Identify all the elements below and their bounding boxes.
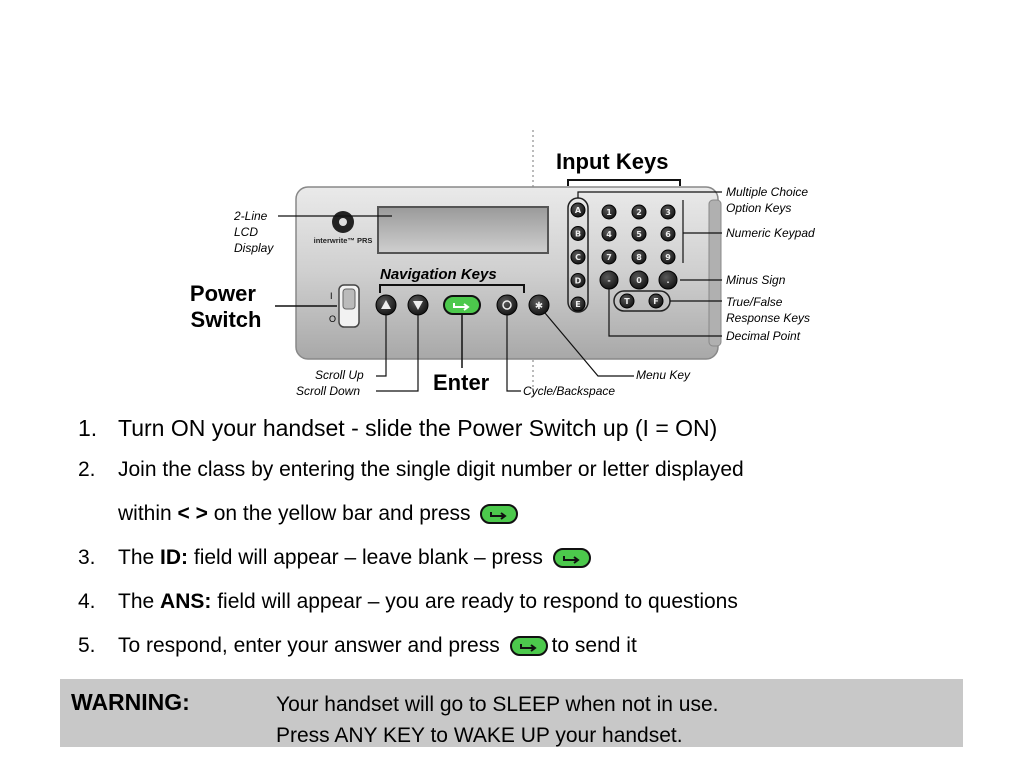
step-3-number: 3.: [78, 546, 96, 569]
enter-button-icon: [553, 548, 591, 568]
choice-key-c[interactable]: [571, 250, 585, 264]
multiple-choice-label: Multiple Choice Option Keys: [726, 185, 809, 215]
scroll-down-label: Scroll Down: [296, 384, 361, 398]
numeric-key-7[interactable]: [602, 250, 616, 264]
numeric-key-2[interactable]: [632, 205, 646, 219]
choice-key-d-label: D: [574, 276, 582, 286]
power-switch[interactable]: [339, 285, 359, 327]
decimal-key-label: .: [666, 276, 670, 285]
input-keys-title: Input Keys: [556, 149, 669, 174]
step-2-number: 2.: [78, 458, 96, 481]
lcd-display: [378, 207, 548, 253]
menu-key-label: Menu Key: [636, 368, 691, 382]
true-key-label: T: [624, 297, 630, 306]
switch-on-mark: I: [330, 291, 333, 301]
numeric-key-3[interactable]: [661, 205, 675, 219]
cycle-backspace-label: Cycle/Backspace: [523, 384, 616, 398]
choice-key-b-label: B: [574, 229, 582, 239]
numeric-key-6[interactable]: [661, 227, 675, 241]
numeric-key-2-label: 2: [636, 208, 642, 217]
step-2-bold: < >: [177, 502, 208, 525]
choice-key-e[interactable]: [571, 297, 585, 311]
step-1: [78, 408, 978, 448]
step-1-text: Turn ON your handset - slide the Power Switch up (I = ON): [118, 415, 718, 441]
false-key-label: F: [653, 297, 659, 306]
step-5-number: 5.: [78, 634, 96, 657]
numeric-key-6-label: 6: [665, 230, 671, 239]
choice-key-c-label: C: [575, 253, 581, 262]
step-4-number: 4.: [78, 590, 96, 613]
step-3-bold: ID:: [160, 546, 189, 569]
enter-button-icon: [510, 636, 548, 656]
scroll-down-key[interactable]: [408, 295, 428, 315]
step-2-pre: within: [118, 502, 178, 525]
choice-key-d[interactable]: [571, 274, 585, 288]
step-1-number: 1.: [78, 415, 98, 441]
minus-sign-label: Minus Sign: [726, 273, 786, 287]
step-2: [78, 448, 978, 536]
menu-key[interactable]: [529, 295, 549, 315]
warning-banner: [60, 679, 963, 747]
minus-key-label: -: [607, 276, 611, 285]
step-5-post: to send it: [551, 634, 637, 657]
warning-label: WARNING:: [71, 689, 190, 715]
numeric-key-1[interactable]: [602, 205, 616, 219]
numeric-key-1-label: 1: [606, 208, 612, 217]
step-3: [78, 536, 978, 580]
step-3-post: field will appear – leave blank – press: [188, 546, 543, 569]
step-2-post: on the yellow bar and press: [207, 502, 471, 525]
numeric-key-7-label: 7: [606, 253, 612, 262]
step-4-bold: ANS:: [160, 590, 212, 613]
choice-key-e-label: E: [575, 300, 581, 309]
enter-key[interactable]: [444, 296, 480, 314]
numeric-key-0[interactable]: [630, 271, 648, 289]
step-4-pre: The: [118, 590, 161, 613]
choice-key-a[interactable]: [571, 203, 585, 217]
scroll-up-label: Scroll Up: [315, 368, 364, 382]
numeric-key-8-label: 8: [636, 253, 642, 262]
instruction-steps: [78, 408, 978, 668]
scroll-up-key[interactable]: [376, 295, 396, 315]
step-5-pre: To respond, enter your answer and press: [118, 634, 500, 657]
lcd-label: 2-Line LCD Display: [234, 209, 274, 255]
power-label-line1: Power: [189, 281, 256, 306]
warning-line1: Your handset will go to SLEEP when not in use.: [276, 693, 719, 716]
enter-button-icon: [480, 504, 518, 524]
false-key[interactable]: [649, 294, 663, 308]
numeric-key-4[interactable]: [602, 227, 616, 241]
switch-off-mark: O: [329, 314, 337, 324]
numeric-key-8[interactable]: [632, 250, 646, 264]
numeric-key-5[interactable]: [632, 227, 646, 241]
step-3-pre: The: [118, 546, 161, 569]
warning-line2: Press ANY KEY to WAKE UP your handset.: [276, 724, 683, 747]
numeric-key-3-label: 3: [665, 208, 671, 217]
choice-key-b[interactable]: [571, 227, 585, 241]
numeric-keypad-label: Numeric Keypad: [726, 226, 815, 240]
numeric-key-9[interactable]: [661, 250, 675, 264]
svg-text:✱: ✱: [534, 301, 544, 312]
minus-key[interactable]: [600, 271, 618, 289]
numeric-key-9-label: 9: [665, 253, 671, 262]
true-key[interactable]: [620, 294, 634, 308]
power-label-line2: Switch: [190, 307, 262, 332]
numeric-key-0-label: 0: [636, 276, 642, 285]
logo-text: interwrite™ PRS: [313, 236, 373, 245]
numeric-key-4-label: 4: [606, 230, 612, 239]
step-4-post: field will appear – you are ready to respond to questions: [211, 590, 738, 613]
cycle-backspace-key[interactable]: [497, 295, 517, 315]
decimal-key[interactable]: [659, 271, 677, 289]
warning-message: [276, 689, 718, 751]
choice-key-a-label: A: [574, 206, 582, 215]
enter-label: Enter: [433, 370, 490, 395]
step-5: [78, 624, 978, 668]
true-false-label: True/False Response Keys: [726, 295, 811, 325]
numeric-key-5-label: 5: [636, 230, 642, 239]
step-2-line1: Join the class by entering the single digit number or letter displayed: [118, 458, 744, 481]
navigation-keys-title: Navigation Keys: [380, 266, 497, 283]
decimal-point-label: Decimal Point: [726, 329, 801, 343]
power-switch-label: [190, 281, 262, 332]
step-4: [78, 580, 978, 624]
